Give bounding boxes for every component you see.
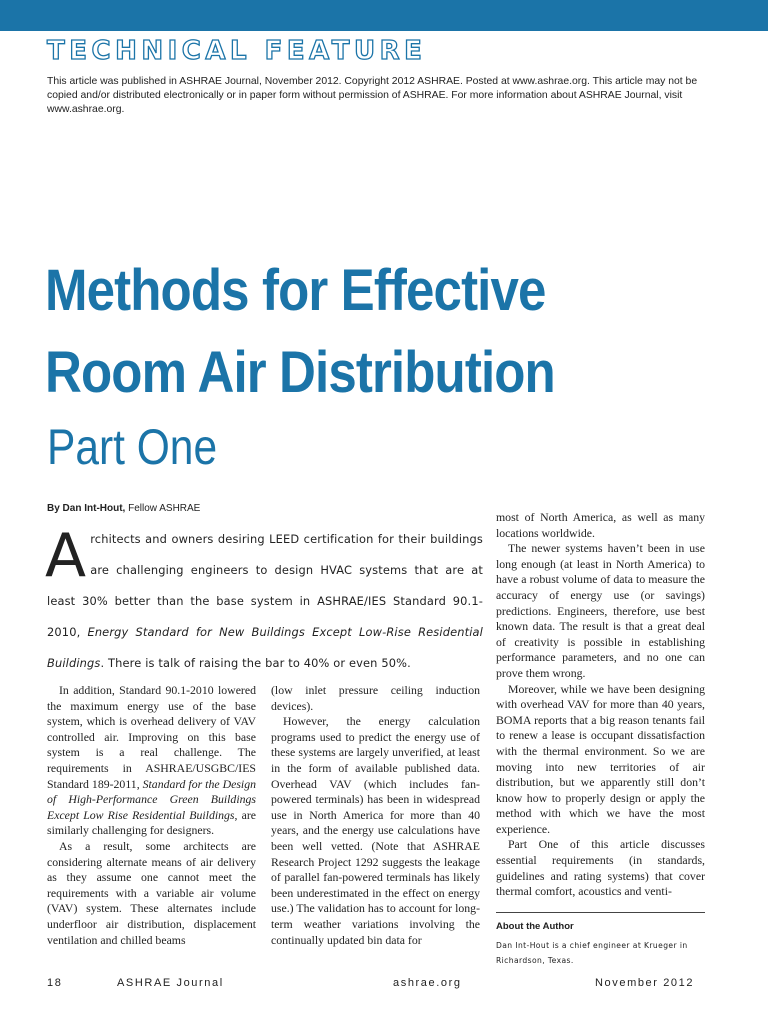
body-column-2 bbox=[271, 683, 480, 948]
about-author-text: Dan Int-Hout is a chief engineer at Krueger in Richardson, Texas. bbox=[496, 941, 688, 965]
about-author-heading: About the Author bbox=[496, 921, 574, 932]
body-text: , are similarly challenging for designers. bbox=[47, 807, 256, 838]
intro-text-1: rchitects and owners desiring LEED certification for their buildings are challenging engineers to design HVAC systems that are at least 30% better than the base system in ASHRAE/IES Standard 90.1-2010, bbox=[47, 532, 483, 639]
page-number: 18 bbox=[47, 977, 63, 989]
article-subtitle: Part One bbox=[47, 419, 218, 475]
title-line-2: Room Air Distribution bbox=[45, 340, 555, 405]
top-color-bar bbox=[0, 0, 768, 31]
intro-text-2: . There is talk of raising the bar to 40% or even 50%. bbox=[100, 656, 411, 670]
author-divider bbox=[496, 912, 705, 913]
article-title bbox=[45, 250, 555, 414]
standard-title: Standard for the Design of High-Performance Green Buildings Except Low Rise Residential Buildings bbox=[47, 776, 256, 822]
body-paragraph: (low inlet pressure ceiling induction devices). bbox=[271, 683, 480, 713]
body-paragraph bbox=[47, 683, 256, 839]
footer-journal-name: ASHRAE Journal bbox=[117, 977, 224, 989]
author-role: Fellow ASHRAE bbox=[125, 503, 201, 514]
section-label: TECHNICAL FEATURE bbox=[47, 36, 427, 66]
footer-issue-date: November 2012 bbox=[595, 977, 695, 989]
body-column-1 bbox=[47, 683, 256, 948]
author-name: By Dan Int-Hout, bbox=[47, 503, 126, 514]
body-paragraph: Part One of this article discusses essential requirements (in standards, guidelines and rating systems) that cover thermal comfort, acoustics and venti- bbox=[496, 837, 705, 899]
body-paragraph: The newer systems haven’t been in use long enough (at least in North America) to have a robust volume of data to measure the accuracy of energy use (or savings) predictions. Engineers, therefore, use best known data. The result is that a great deal of creativity is possible in establishing performance parameters, and no one can prove them wrong. bbox=[496, 541, 705, 680]
body-paragraph: most of North America, as well as many locations worldwide. bbox=[496, 510, 705, 540]
intro-paragraph bbox=[45, 521, 483, 679]
drop-cap: A bbox=[45, 521, 87, 591]
copyright-notice: This article was published in ASHRAE Journal, November 2012. Copyright 2012 ASHRAE. Posted at www.ashrae.org. This article may not be copied and/or distributed electronically or in paper form without permission of ASHRAE. For more information about ASHRAE Journal, visit www.ashrae.org. bbox=[47, 76, 698, 115]
body-paragraph: As a result, some architects are considering alternate means of air delivery as they assume one cannot meet the requirements with a variable air volume (VAV) system. These alternates include underfloor air distribution, displacement ventilation and chilled beams bbox=[47, 838, 256, 947]
body-paragraph: Moreover, while we have been designing with overhead VAV for more than 40 years, BOMA reports that a big reason tenants fail to renew a lease is occupant dissatisfaction with the thermal environment. So we are moving into new territories of air distribution, but we apparently still don’t know how to properly design or apply the method with which we have the most experience. bbox=[496, 681, 705, 836]
body-column-3 bbox=[496, 510, 705, 900]
intro-standard-title: Energy Standard for New Buildings Except Low-Rise Residential Buildings bbox=[47, 625, 483, 670]
body-paragraph: However, the energy calculation programs used to predict the energy use of these systems are largely unverified, at least in the form of available published data. Overhead VAV (which includes fan-powered terminals) has been in widespread use in North America for more than 40 years, and the energy use calculations have been well vetted. (Note that ASHRAE Research Project 1292 suggests the leakage of parallel fan-powered terminals has likely been underestimated in the effect on energy use.) The validation has to account for long-term weather variations involving the continually updated bin data for bbox=[271, 714, 480, 947]
byline bbox=[47, 503, 200, 514]
footer-website: ashrae.org bbox=[393, 977, 462, 989]
body-text: In addition, Standard 90.1-2010 lowered the maximum energy use of the base system, which is overhead delivery of VAV controlled air. Improving on this base system is a real challenge. The requirements in ASHRAE/USGBC/IES Standard 189-2011, bbox=[47, 683, 256, 791]
title-line-1: Methods for Effective bbox=[45, 258, 546, 323]
